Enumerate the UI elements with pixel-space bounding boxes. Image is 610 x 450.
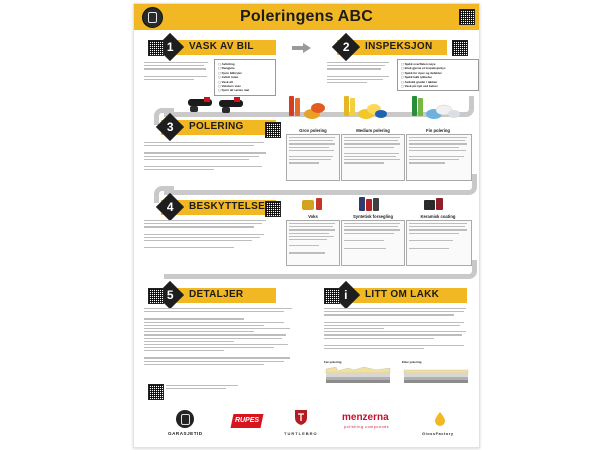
rupes-logo [231, 414, 264, 428]
qr-code-icon [148, 288, 164, 304]
section-4-banner [161, 200, 276, 215]
section-2-text [327, 62, 391, 85]
menzerna-tagline: polishing compounds [344, 425, 390, 429]
section-4-title: BESKYTTELSE [189, 201, 266, 212]
protection-products-image [284, 192, 474, 214]
checklist-item: ▢ Vekslerv støv [218, 84, 272, 88]
section-5-title: DETALJER [189, 289, 244, 300]
checklist-item: ▢ Avfetting [218, 62, 272, 66]
section-6-number: i [344, 288, 348, 302]
checklist-item: ▢ Avfett ruten [218, 75, 272, 79]
checklist-item: ▢ Bruk gjerne et inspeksjonlys [401, 66, 475, 70]
section-2-number: 2 [342, 40, 350, 54]
section-6-title: LITT OM LAKK [365, 289, 440, 300]
section-4-number: 4 [166, 200, 174, 214]
column-heading: Syntetisk forsegling [352, 214, 394, 219]
section-3-banner [161, 120, 276, 135]
checklist-item: ▢ Vask på nytt ved behov [401, 84, 475, 88]
checklist-item: ▢ Vask alt [218, 80, 272, 84]
section-3-number: 3 [166, 120, 174, 134]
poster-title: Poleringens ABC [239, 8, 374, 25]
footer-logos [134, 404, 479, 447]
turtlebro-shield-icon [294, 409, 308, 431]
checklist-item: ▢ Fjern bilbryter [218, 71, 272, 75]
section-1-banner [161, 40, 276, 55]
section-1-number: 1 [166, 40, 174, 54]
checklist-item: ▢ Sjekk overflaten nøye [401, 62, 475, 66]
section-2-banner [337, 40, 447, 55]
diagram-label: Etter polering [402, 360, 422, 364]
section-3-text [144, 142, 269, 172]
diagram-label: Før polering [324, 360, 342, 364]
checklist-item: ▢ Rengjøre [218, 66, 272, 70]
arrow-right-icon [303, 43, 311, 53]
brand-menzerna: menzerna [342, 412, 389, 423]
section-2-title: INSPEKSJON [365, 41, 433, 52]
section-6-banner [337, 288, 467, 303]
flow-connector [164, 260, 477, 279]
checklist-item: ▢ Avdekk grader i lakken [401, 80, 475, 84]
poster-header [134, 4, 479, 30]
garasjetid-logo-icon [176, 410, 194, 428]
qr-caption [166, 385, 246, 391]
qr-code-icon [265, 201, 281, 217]
qr-code-icon [148, 384, 164, 400]
section-5-banner [161, 288, 276, 303]
column-heading: Voks [308, 214, 318, 219]
section-1-checklist [214, 59, 276, 96]
qr-code-icon [452, 40, 468, 56]
qr-code-icon [265, 122, 281, 138]
section-1-title: VASK AV BIL [189, 41, 254, 52]
section-5-text [144, 308, 294, 367]
column-heading: Medium polering [356, 128, 390, 133]
qr-code-icon [148, 40, 164, 56]
checklist-item: ▢ Sjekk lakk tykkelse [401, 75, 475, 79]
polishing-products-image [284, 92, 474, 122]
section-3-title: POLERING [189, 121, 244, 132]
section-4-text [144, 220, 269, 250]
checklist-item: ▢ Sjekk for riper og defekter [401, 71, 475, 75]
qr-code-icon [324, 288, 340, 304]
polisher-machine-image [186, 94, 246, 116]
section-5-number: 5 [166, 288, 174, 302]
brand-glossfactory: GlossFactory [422, 431, 454, 436]
column-heading: Keramisk coating [420, 214, 456, 219]
section-2-checklist [397, 59, 479, 91]
checklist-item: ▢ Fjern alt seriøs mat [218, 88, 272, 92]
column-heading: Fin polering [426, 128, 450, 133]
glossfactory-logo-icon [434, 411, 446, 427]
brand-turtlebro: TURTLEBRO [284, 431, 318, 436]
brand-garasjetid: GARASJETID [168, 431, 203, 436]
brand-rupes: RUPES [234, 417, 260, 424]
section-6-text [324, 308, 469, 351]
paint-layer-diagram [324, 360, 474, 386]
qr-code-icon [459, 9, 475, 25]
poster [133, 3, 480, 448]
section-1-text [144, 62, 210, 82]
column-heading: Grov polering [299, 128, 327, 133]
